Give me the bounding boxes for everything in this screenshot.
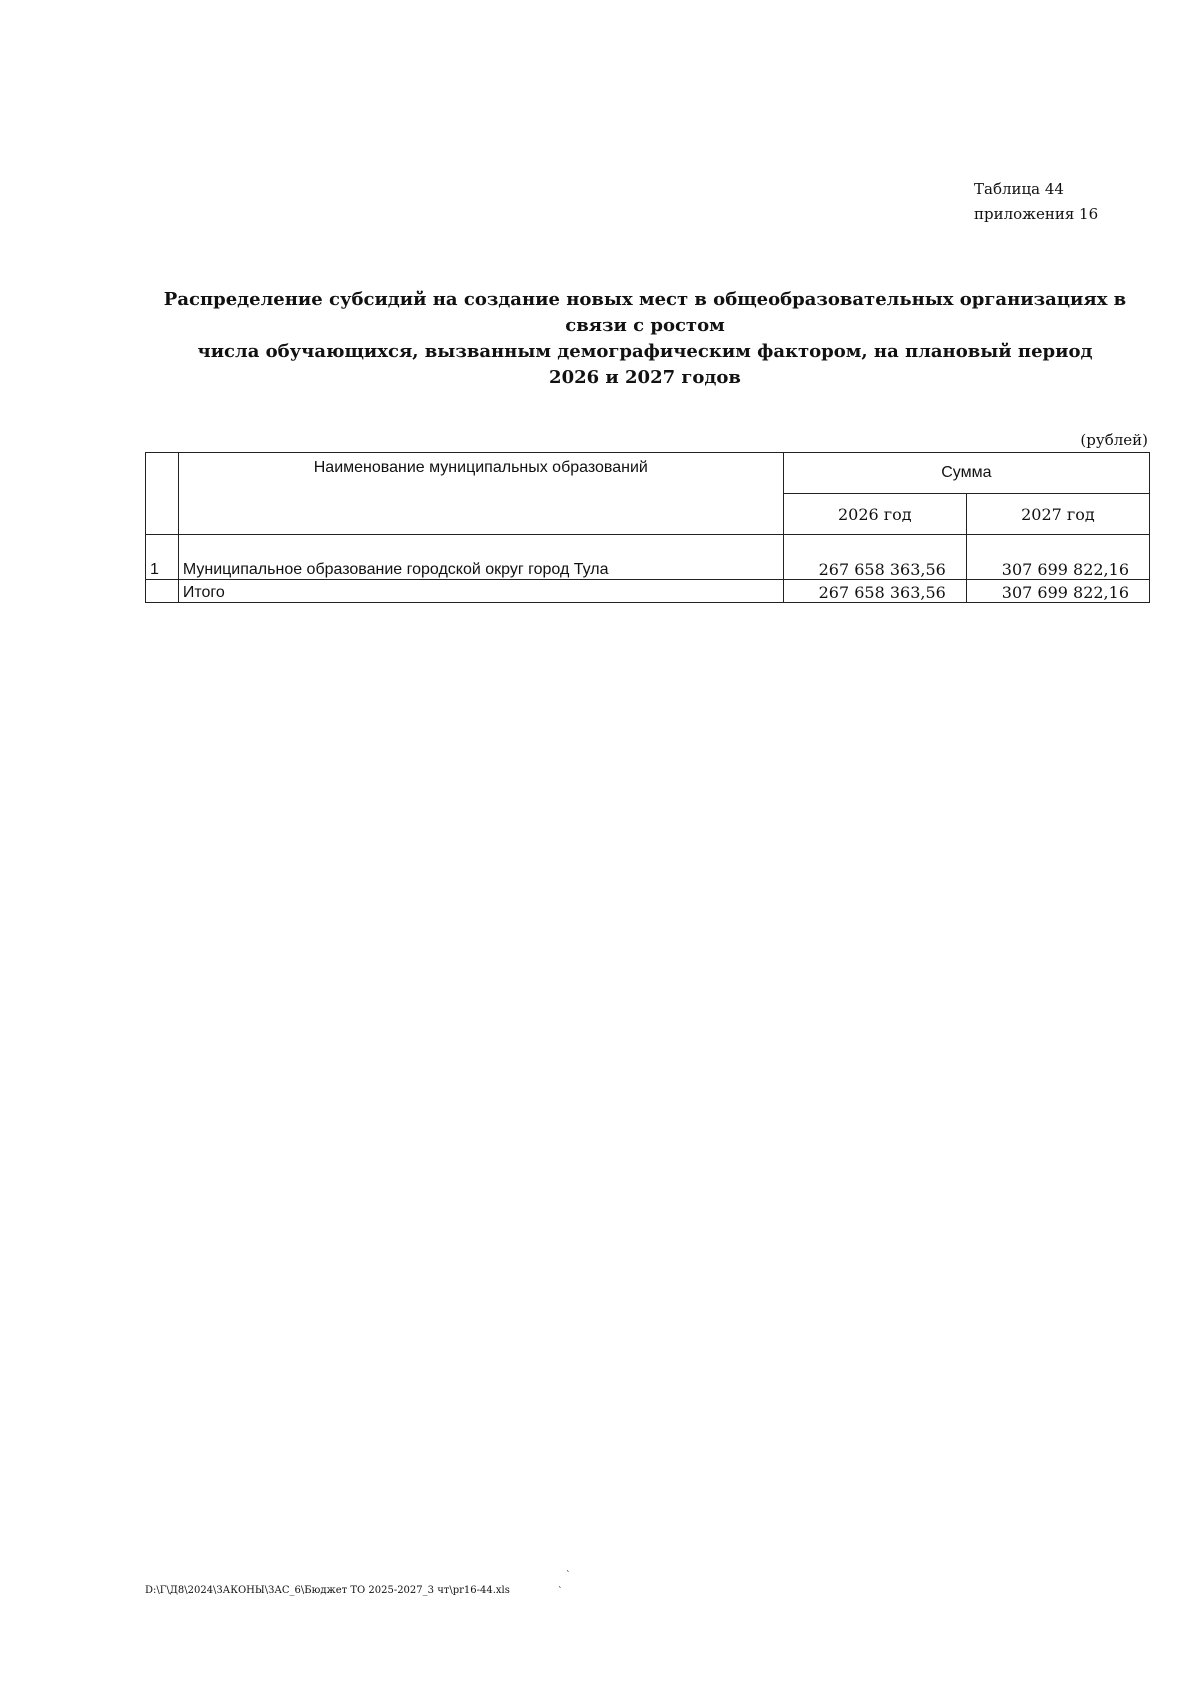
appendix-reference bbox=[974, 177, 1098, 227]
table-number: Таблица 44 bbox=[974, 180, 1064, 198]
row-number: 1 bbox=[146, 535, 179, 580]
total-value-2026: 267 658 363,56 bbox=[783, 580, 966, 603]
total-number-cell bbox=[146, 580, 179, 603]
row-value-2027: 307 699 822,16 bbox=[966, 535, 1149, 580]
row-value-2026: 267 658 363,56 bbox=[783, 535, 966, 580]
subsidy-table bbox=[145, 452, 1150, 603]
header-name: Наименование муниципальных образований bbox=[178, 453, 783, 535]
scan-speck: ˋ bbox=[558, 1587, 563, 1597]
document-title bbox=[130, 287, 1160, 391]
title-line-1: Распределение субсидий на создание новых мест в общеобразовательных организациях в связи с ростом bbox=[163, 289, 1127, 336]
appendix-number: приложения 16 bbox=[974, 205, 1099, 223]
scan-speck: ˋ bbox=[566, 1571, 571, 1581]
header-2026: 2026 год bbox=[783, 494, 966, 535]
total-value-2027: 307 699 822,16 bbox=[966, 580, 1149, 603]
row-name: Муниципальное образование городской округ город Тула bbox=[178, 535, 783, 580]
header-sum: Сумма bbox=[783, 453, 1149, 494]
file-path-footer: D:\Г\Д8\2024\ЗАКОНЫ\ЗАС_6\Бюджет ТО 2025-2027_3 чт\pr16-44.xls bbox=[145, 1585, 510, 1596]
total-row bbox=[146, 580, 1150, 603]
units-label: (рублей) bbox=[1080, 431, 1148, 449]
header-number-cell bbox=[146, 453, 179, 535]
table-row bbox=[146, 535, 1150, 580]
title-line-2: числа обучающихся, вызванным демографическим фактором, на плановый период bbox=[197, 341, 1093, 362]
header-2027: 2027 год bbox=[966, 494, 1149, 535]
title-line-3: 2026 и 2027 годов bbox=[549, 367, 741, 388]
total-label: Итого bbox=[178, 580, 783, 603]
table-header-row bbox=[146, 453, 1150, 494]
